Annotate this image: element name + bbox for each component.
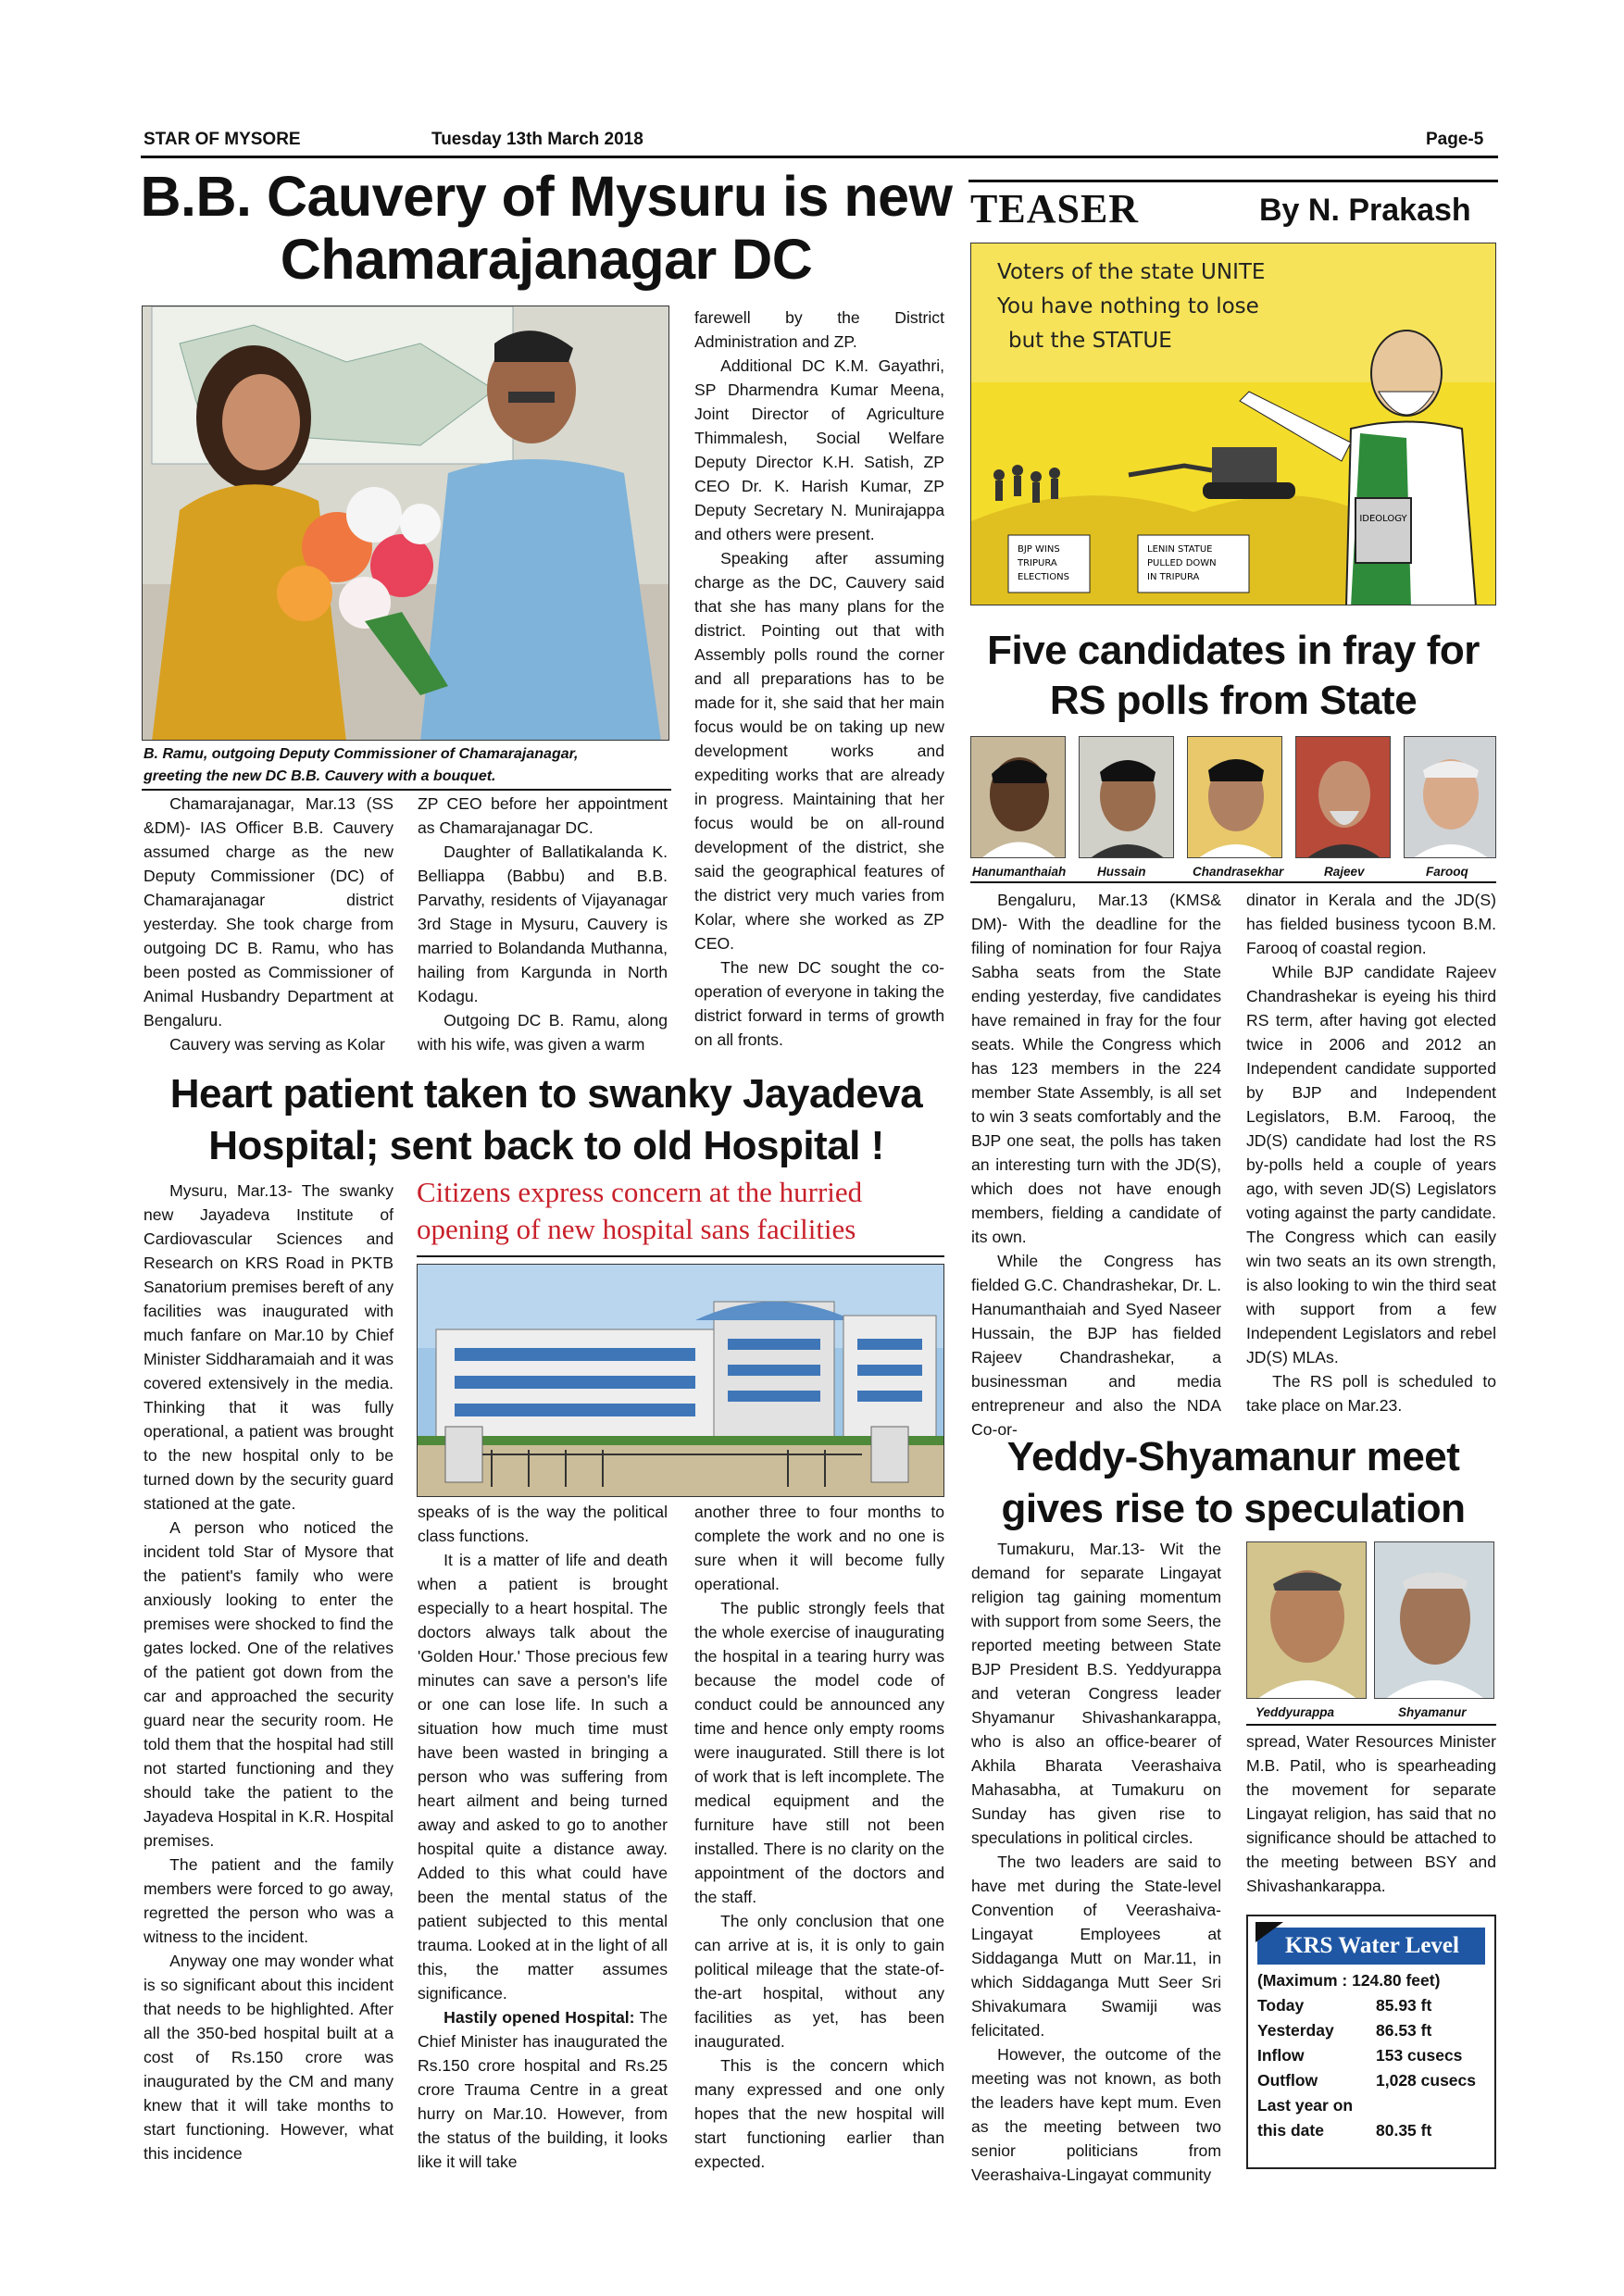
story3-column-1	[144, 1179, 394, 2165]
portrait-farooq	[1405, 737, 1496, 858]
krs-title-bar	[1257, 1928, 1485, 1965]
story1-caption-line2: greeting the new DC B.B. Cauvery with a bouquet.	[144, 768, 496, 784]
story3-col1-para: The patient and the family members were forced to go away, regretted the person who was a witness to the incident.	[144, 1855, 394, 1946]
krs-row-value: 1,028 cusecs	[1376, 2071, 1477, 2090]
candidate-name: Chandrasekhar	[1193, 865, 1284, 879]
story3-hospital-photo	[417, 1264, 944, 1497]
krs-row-label: Today	[1257, 1996, 1305, 2015]
story3-col3-para: another three to four months to complete the work and no one is sure when it will become fully operational.	[694, 1503, 944, 1593]
portrait-yeddyurappa	[1247, 1542, 1367, 1699]
story3-subhead-line2: opening of new hospital sans facilities	[417, 1213, 856, 1245]
story2-headline-line1: Five candidates in fray for	[987, 628, 1480, 673]
krs-row-label: Yesterday	[1257, 2021, 1334, 2040]
masthead-rule	[141, 156, 1498, 158]
story1-col2-para: ZP CEO before her appointment as Chamarajanagar DC.	[418, 794, 668, 837]
krs-row	[1257, 2043, 1485, 2068]
candidate-name: Rajeev	[1324, 865, 1365, 879]
krs-row	[1257, 2118, 1485, 2143]
story3-subhead-line1: Citizens express concern at the hurried	[417, 1176, 863, 1208]
story4-headline-line1: Yeddy-Shyamanur meet	[1006, 1434, 1460, 1479]
krs-row-value: 80.35 ft	[1376, 2121, 1432, 2140]
story4-col2-para: spread, Water Resources Minister M.B. Patil, who is spearheading the movement for separate Lingayat religion, has said that no significance should be attached to the meeting between BSY and Shivashankarappa.	[1246, 1732, 1496, 1895]
krs-row-label: Inflow	[1257, 2046, 1305, 2065]
story4-namebar-rule	[1246, 1724, 1496, 1726]
story3-column-2	[418, 1500, 668, 2174]
candidate-photo-hanumanthaiah	[970, 736, 1066, 858]
masthead-paper: STAR OF MYSORE	[144, 130, 301, 149]
krs-row	[1257, 2068, 1485, 2093]
story3-col3-para: This is the concern which many expressed and one only hopes that the new hospital will start functioning earlier than expected.	[694, 2056, 944, 2171]
portrait-rajeev	[1296, 737, 1391, 858]
sign1-line3: ELECTIONS	[1018, 572, 1069, 582]
story4-column-2	[1246, 1729, 1496, 1898]
sign2-line1: LENIN STATUE	[1147, 544, 1213, 555]
story2-headline-line2: RS polls from State	[1049, 678, 1418, 723]
story1-column-1	[144, 792, 394, 1056]
krs-row	[1257, 2093, 1485, 2118]
krs-row-value: 85.93 ft	[1376, 1996, 1432, 2015]
story3-col3-para: The public strongly feels that the whole exercise of inaugurating the hospital in a tearing hurry was because the model code of conduct could be announced any time and hence only empty rooms were inaugurated. Still there is lot of work that is left incomplete. The medical equipment and the furniture have still not been installed. There is no clarity on the appointment of the doctors and the staff.	[694, 1599, 944, 1906]
story3-headline-line1: Heart patient taken to swanky Jayadeva	[169, 1071, 923, 1117]
story2-col1-para: While the Congress has fielded G.C. Chandrashekar, Dr. L. Hanumanthaiah and Syed Naseer Hussain, the BJP has fielded Rajeev Chandrashekar, a businessman and media entrepreneur and also the NDA Co-or-	[971, 1252, 1221, 1439]
story3-col2-subhead: Hastily opened Hospital:	[443, 2008, 635, 2027]
story1-column-3	[694, 306, 944, 1052]
story1-col3-para: farewell by the District Administration and ZP.	[694, 308, 944, 351]
teaser-cartoon	[970, 243, 1496, 605]
story2-namebar-rule	[970, 881, 1496, 883]
story3-col2-para: speaks of is the way the political class functions.	[418, 1503, 668, 1545]
story1-col3-para: Additional DC K.M. Gayathri, SP Dharmendra Kumar Meena, Joint Director of Agriculture Thimmalesh, Social Welfare Deputy Director K.H. Satish, ZP CEO Dr. K. Harish Kumar, ZP Deputy Secretary N. Munirajappa and others were present.	[694, 356, 944, 543]
candidate-name: Hanumanthaiah	[972, 865, 1067, 879]
story1-col1-para: Cauvery was serving as Kolar	[169, 1035, 385, 1054]
sign1-line1: BJP WINS	[1018, 544, 1060, 555]
candidate-name: Hussain	[1097, 865, 1146, 879]
krs-row	[1257, 2018, 1485, 2043]
sign2-line3: IN TRIPURA	[1147, 572, 1200, 582]
sign2-line2: PULLED DOWN	[1147, 558, 1217, 568]
story1-col1-para: Chamarajanagar, Mar.13 (SS &DM)- IAS Officer B.B. Cauvery assumed charge as the new Deputy Commissioner (DC) of Chamarajanagar district yesterday. She took charge from outgoing DC B. Ramu, who has been posted as Commissioner of Animal Husbandry Department at Bengaluru.	[144, 794, 394, 1029]
krs-maximum: (Maximum : 124.80 feet)	[1257, 1971, 1441, 1990]
story3-headline-line2: Hospital; sent back to old Hospital !	[208, 1123, 884, 1168]
story1-col3-para: Speaking after assuming charge as the DC, Cauvery said that she has many plans for the district. Pointing out that with Assembly polls round the corner and all preparations has to be made for it, she said that her main focus would be on taking up new development works and expediting works that are already in progress. Maintaining that her focus would be on all-round development of the district, she said the geographical features of the district very much varies from Kolar, where she worked as ZP CEO.	[694, 549, 944, 953]
story1-photo	[142, 306, 669, 741]
story1-headline-line2: Chamarajanagar DC	[280, 228, 813, 292]
yeddyurappa-photo	[1246, 1541, 1367, 1699]
masthead-page: Page-5	[1426, 130, 1484, 149]
candidate-photo-rajeev	[1295, 736, 1391, 858]
story2-column-2	[1246, 888, 1496, 1417]
krs-row-label: Last year on	[1257, 2096, 1354, 2115]
krs-row-value: 153 cusecs	[1376, 2046, 1463, 2065]
masthead-date: Tuesday 13th March 2018	[431, 130, 643, 149]
story2-col2-para: dinator in Kerala and the JD(S) has fielded business tycoon B.M. Farooq of coastal region.	[1246, 891, 1496, 957]
story1-headline	[139, 165, 954, 292]
story2-col2-para: While BJP candidate Rajeev Chandrashekar is eyeing his third RS term, after having got elected twice in 2006 and 2012 an Independent candidate supported by BJP and Independent Legislators, B.M. Farooq, the JD(S) candidate had lost the RS by-polls held a couple of years ago, with seven JD(S) Legislators voting against the party candidate. The Congress which can easily win two seats an its own strength, is also looking to win the third seat with support from a few Independent Legislators and rebel JD(S) MLAs.	[1246, 963, 1496, 1366]
candidate-photo-farooq	[1404, 736, 1496, 858]
portrait-shyamanur	[1375, 1542, 1494, 1699]
portrait-chandrasekhar	[1188, 737, 1282, 858]
krs-row-label: this date	[1257, 2121, 1324, 2140]
portrait-hanumanthaiah	[971, 737, 1066, 858]
story3-column-3	[694, 1500, 944, 2174]
teaser-top-rule	[968, 180, 1498, 182]
candidate-photo-hussain	[1079, 736, 1174, 858]
story1-column-2	[418, 792, 668, 1056]
sign1-line2: TRIPURA	[1018, 558, 1057, 568]
yeddyurappa-name: Yeddyurappa	[1255, 1705, 1335, 1719]
story4-col1-para: The two leaders are said to have met during the State-level Convention of Veerashaiva-Lingayat Employees at Siddaganga Mutt on Mar.11, in which Siddaganga Mutt Seer Sri Shivakumara Swamiji was felicitated.	[971, 1853, 1221, 2040]
shyamanur-name: Shyamanur	[1398, 1705, 1467, 1719]
krs-water-level-box	[1246, 1915, 1496, 2169]
krs-row-value: 86.53 ft	[1376, 2021, 1432, 2040]
story3-col1-para: Anyway one may wonder what is so significant about this incident that needs to be highlighted. After all the 350-bed hospital built at a cost of Rs.150 crore was inaugurated by the CM and many knew that it will take months to start functioning. However, what this incidence	[144, 1952, 394, 2163]
story1-caption-line1: B. Ramu, outgoing Deputy Commissioner of Chamarajanagar,	[144, 746, 579, 762]
story4-column-1	[971, 1537, 1221, 2187]
portrait-hussain	[1080, 737, 1174, 858]
story3-col3-para: The only conclusion that one can arrive at is, it is only to gain political mileage that the state-of-the-art hospital, without any facilities as yet, has been inaugurated.	[694, 1912, 944, 2051]
story2-column-1	[971, 888, 1221, 1441]
krs-row-label: Outflow	[1257, 2071, 1318, 2090]
book-label: IDEOLOGY	[1359, 514, 1407, 524]
cartoon-line1: Voters of the state UNITE	[997, 260, 1266, 284]
krs-title: KRS Water Level	[1285, 1933, 1459, 1958]
story1-headline-line1: B.B. Cauvery of Mysuru is new	[140, 165, 953, 228]
candidate-photo-chandrasekhar	[1187, 736, 1282, 858]
story4-headline-line2: gives rise to speculation	[1001, 1486, 1466, 1531]
dc-handover-photo	[143, 306, 669, 741]
story1-col2-para: Daughter of Ballatikalanda K. Belliappa (Babbu) and B.B. Parvathy, residents of Vijayanagar 3rd Stage in Mysuru, Cauvery is married to Bolandanda Muthanna, hailing from Kargunda in North Kodagu.	[418, 842, 668, 1005]
story1-caption	[144, 743, 671, 788]
story4-col1-para: Tumakuru, Mar.13- Wit the demand for separate Lingayat religion tag gaining momentum with support from some Seers, the reported meeting between State BJP President B.S. Yeddyurappa and veteran Congress leader Shyamanur Shivashankarappa, who is also an office-bearer of Akhila Bharata Veerashaiva Mahasabha, at Tumakuru on Sunday has given rise to speculations in political circles.	[971, 1540, 1221, 1847]
story1-col2-para: Outgoing DC B. Ramu, along with his wife, was given a warm	[418, 1011, 668, 1054]
story2-col1-para: Bengaluru, Mar.13 (KMS& DM)- With the deadline for the filing of nomination for four Rajya Sabha seats from the State ending yesterday, five candidates have remained in fray for the four seats. While the Congress which has 123 members in the 224 member State Assembly, is all set to win 3 seats comfortably and the BJP one seat, the polls has taken an interesting turn with the JD(S), which does not have enough members, fielding a candidate of its own.	[971, 891, 1221, 1246]
story2-headline	[968, 626, 1498, 726]
cartoon-line2: You have nothing to lose	[997, 294, 1259, 318]
hospital-building-photo	[418, 1265, 944, 1497]
cartoon-drawing	[971, 243, 1496, 605]
story1-caption-rule	[142, 789, 671, 791]
story3-col2-after: The Chief Minister has inaugurated the Rs.150 crore hospital and Rs.25 crore Trauma Centre in a great hurry on Mar.10. However, from the status of the building, it looks like it will take	[418, 2008, 668, 2171]
cartoon-line3: but the STATUE	[1008, 329, 1172, 353]
story3-subhead	[417, 1174, 944, 1248]
story1-col3-para: The new DC sought the co-operation of everyone in taking the district forward in terms of growth on all fronts.	[694, 958, 944, 1049]
krs-corner-mark	[1255, 1922, 1283, 1942]
krs-row	[1257, 1993, 1485, 2018]
story3-col2-para: It is a matter of life and death when a patient is brought especially to a heart hospital. The doctors always talk about the 'Golden Hour.' Those precious few minutes can save a person's life or one can lose life. In such a situation how much time must have been wasted in bringing a person who was suffering from heart ailment and being turned away and asked to go to another hospital quite a distance away. Added to this what could have been the mental status of the patient subjected to this mental trauma. Looked at in the light of all this, the matter assumes significance.	[418, 1551, 668, 2003]
story4-col1-para: However, the outcome of the meeting was not known, as both the leaders have kept mum. Even as the meeting between two senior politicians from Veerashaiva-Lingayat community	[971, 2045, 1221, 2184]
shyamanur-photo	[1374, 1541, 1494, 1699]
story3-col1-para: A person who noticed the incident told Star of Mysore that the patient's family who were anxiously looking to enter the premises were shocked to find the gates locked. One of the relatives of the patient got down from the car and approached the security guard near the security room. He told them that the hospital had still not started functioning and they should take the patient to the Jayadeva Hospital in K.R. Hospital premises.	[144, 1518, 394, 1850]
story3-headline	[139, 1068, 954, 1172]
teaser-title: TEASER	[970, 186, 1140, 231]
story2-col2-para: The RS poll is scheduled to take place on Mar.23.	[1246, 1372, 1496, 1415]
story3-subhead-rule	[417, 1255, 944, 1257]
teaser-byline: By N. Prakash	[1259, 193, 1471, 228]
story3-col1-para: Mysuru, Mar.13- The swanky new Jayadeva Institute of Cardiovascular Sciences and Research on KRS Road in PKTB Sanatorium premises bereft of any facilities was inaugurated with much fanfare on Mar.10 by Chief Minister Siddharamaiah and it was covered extensively in the media. Thinking that it was fully operational, a patient was brought to the new hospital only to be turned down by the security guard stationed at the gate.	[144, 1181, 394, 1513]
candidate-name: Farooq	[1426, 865, 1468, 879]
story4-headline	[968, 1431, 1498, 1535]
